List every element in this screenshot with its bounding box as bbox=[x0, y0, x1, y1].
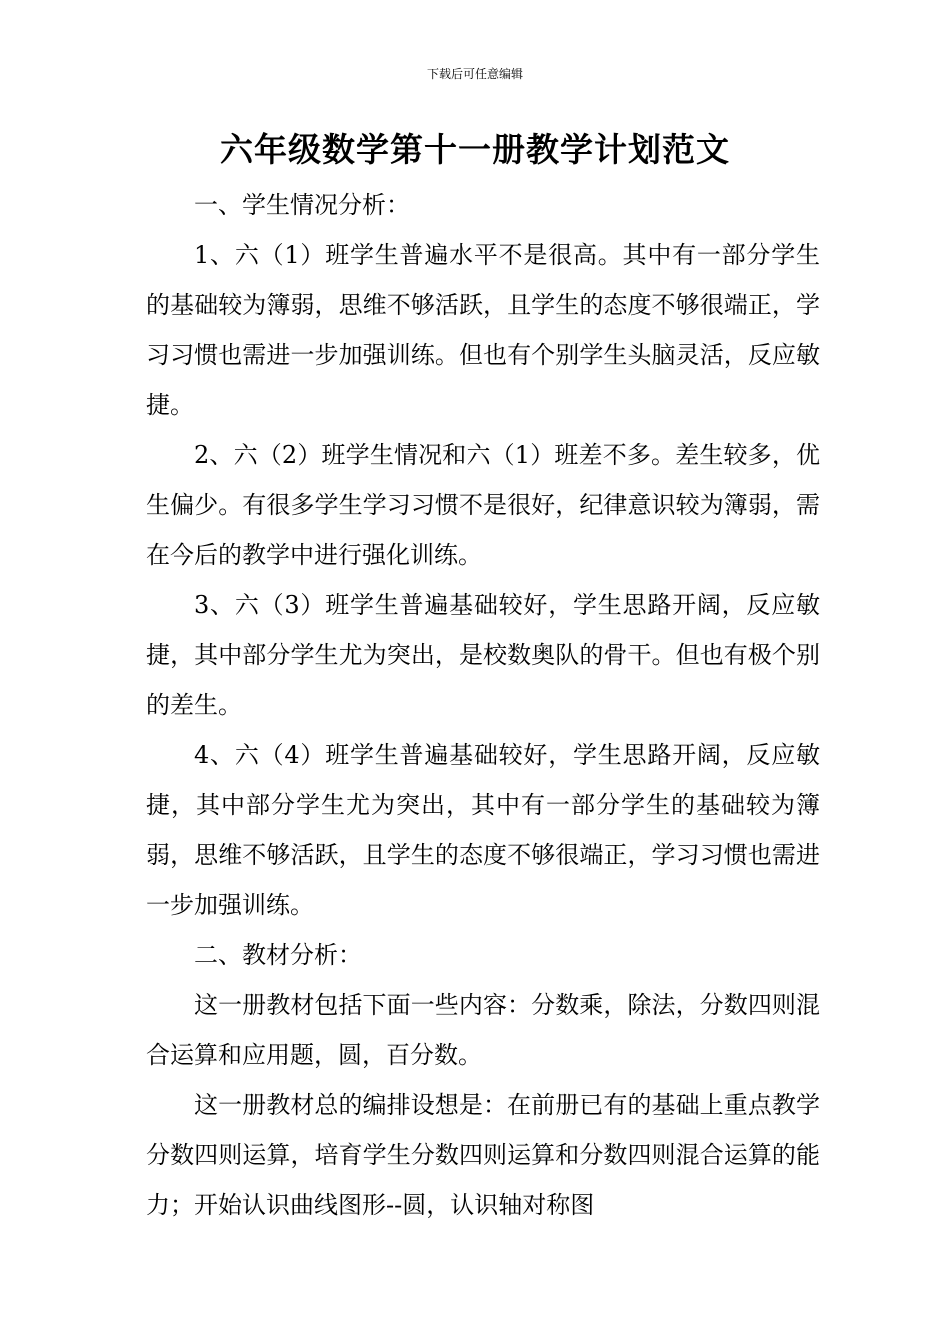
document-title: 六年级数学第十一册教学计划范文 bbox=[220, 130, 730, 169]
header-note: 下载后可任意编辑 bbox=[426, 67, 523, 81]
section-heading-textbook-analysis: 二、教材分析： bbox=[194, 941, 362, 969]
paragraph-class-1: 1、六（1）班学生普遍水平不是很高。其中有一部分学生的基础较为簿弱，思维不够活跃，且学生的态度不够很端正，学习习惯也需进一步加强训练。但也有个别学生头脑灵活，反应敏捷。 bbox=[146, 241, 820, 419]
document-body bbox=[146, 180, 820, 1230]
section-heading-student-analysis: 一、学生情况分析： bbox=[194, 191, 410, 219]
paragraph-class-2: 2、六（2）班学生情况和六（1）班差不多。差生较多，优生偏少。有很多学生学习习惯不是很好，纪律意识较为簿弱，需在今后的教学中进行强化训练。 bbox=[146, 441, 820, 569]
paragraph-class-3: 3、六（3）班学生普遍基础较好，学生思路开阔，反应敏捷，其中部分学生尤为突出，是校数奥队的骨干。但也有极个别的差生。 bbox=[146, 591, 820, 719]
paragraph-textbook-content: 这一册教材包括下面一些内容：分数乘，除法，分数四则混合运算和应用题，圆，百分数。 bbox=[146, 991, 820, 1069]
paragraph-textbook-design: 这一册教材总的编排设想是：在前册已有的基础上重点教学分数四则运算，培育学生分数四则运算和分数四则混合运算的能力；开始认识曲线图形--圆，认识轴对称图 bbox=[146, 1091, 820, 1219]
paragraph-class-4: 4、六（4）班学生普遍基础较好，学生思路开阔，反应敏捷，其中部分学生尤为突出，其中有一部分学生的基础较为簿弱，思维不够活跃，且学生的态度不够很端正，学习习惯也需进一步加强训练。 bbox=[146, 741, 820, 919]
